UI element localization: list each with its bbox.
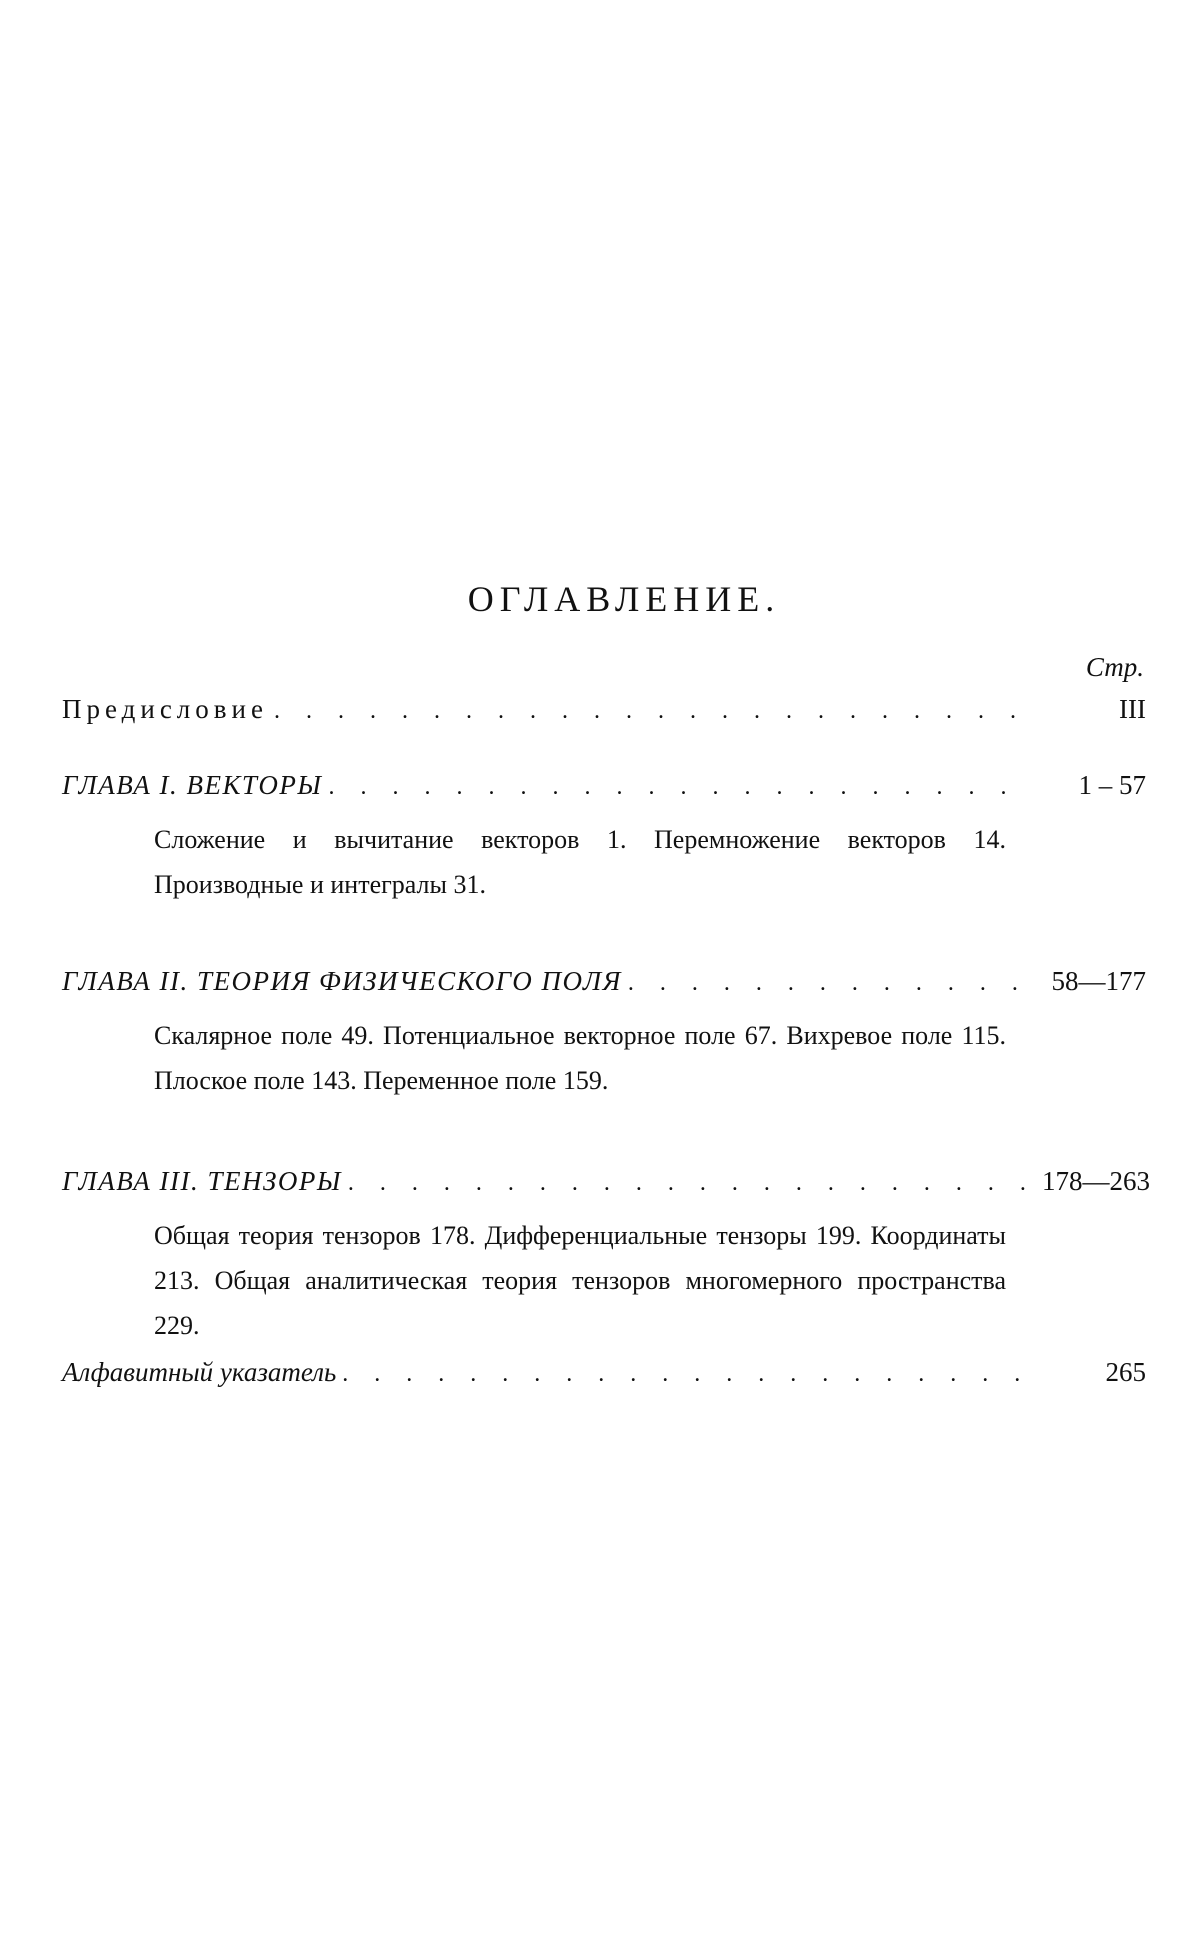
chapter-1-summary: Сложение и вычитание векторов 1. Перемножение векторов 14. Производные и интегралы 31. — [154, 825, 1006, 899]
toc-entry-label: ГЛАВА III. ТЕНЗОРЫ — [62, 1166, 342, 1196]
toc-entry-label: Предисловие — [62, 694, 268, 724]
dot-leader — [348, 1163, 1032, 1203]
toc-entry-label: ГЛАВА I. ВЕКТОРЫ — [62, 770, 323, 800]
dot-leader — [274, 691, 1032, 731]
toc-entry-page: 1 – 57 — [1078, 770, 1146, 800]
chapter-3-summary: Общая теория тензоров 178. Дифференциальные тензоры 199. Координаты 213. Общая аналитическая теория тензоров многомерного пространства 229. — [154, 1221, 1006, 1340]
toc-entry-chapter-2 — [62, 961, 1146, 1003]
toc-entry-chapter-1 — [62, 765, 1146, 807]
page-title: ОГЛАВЛЕНИЕ. — [467, 579, 781, 619]
toc-entry-label: ГЛАВА II. ТЕОРИЯ ФИЗИЧЕСКОГО ПОЛЯ — [62, 966, 622, 996]
dot-leader — [342, 1354, 1032, 1394]
toc-entry-label: Алфавитный указатель — [62, 1357, 337, 1387]
chapter-2-summary: Скалярное поле 49. Потенциальное векторное поле 67. Вихревое поле 115. Плоское поле 143. Переменное поле 159. — [154, 1021, 1006, 1095]
toc-entry-page: 265 — [1105, 1357, 1146, 1387]
page-column-header: Стр. — [1085, 652, 1144, 682]
dot-leader — [328, 767, 1032, 807]
toc-entry-index — [62, 1352, 1146, 1394]
toc-entry-preface — [62, 689, 1146, 731]
toc-entry-page: 178—263 — [1042, 1166, 1150, 1196]
dot-leader — [628, 963, 1032, 1003]
toc-entry-chapter-3 — [62, 1161, 1150, 1203]
toc-entry-page: 58—177 — [1051, 966, 1146, 996]
toc-entry-page: III — [1119, 694, 1146, 724]
table-of-contents — [62, 578, 1150, 1394]
